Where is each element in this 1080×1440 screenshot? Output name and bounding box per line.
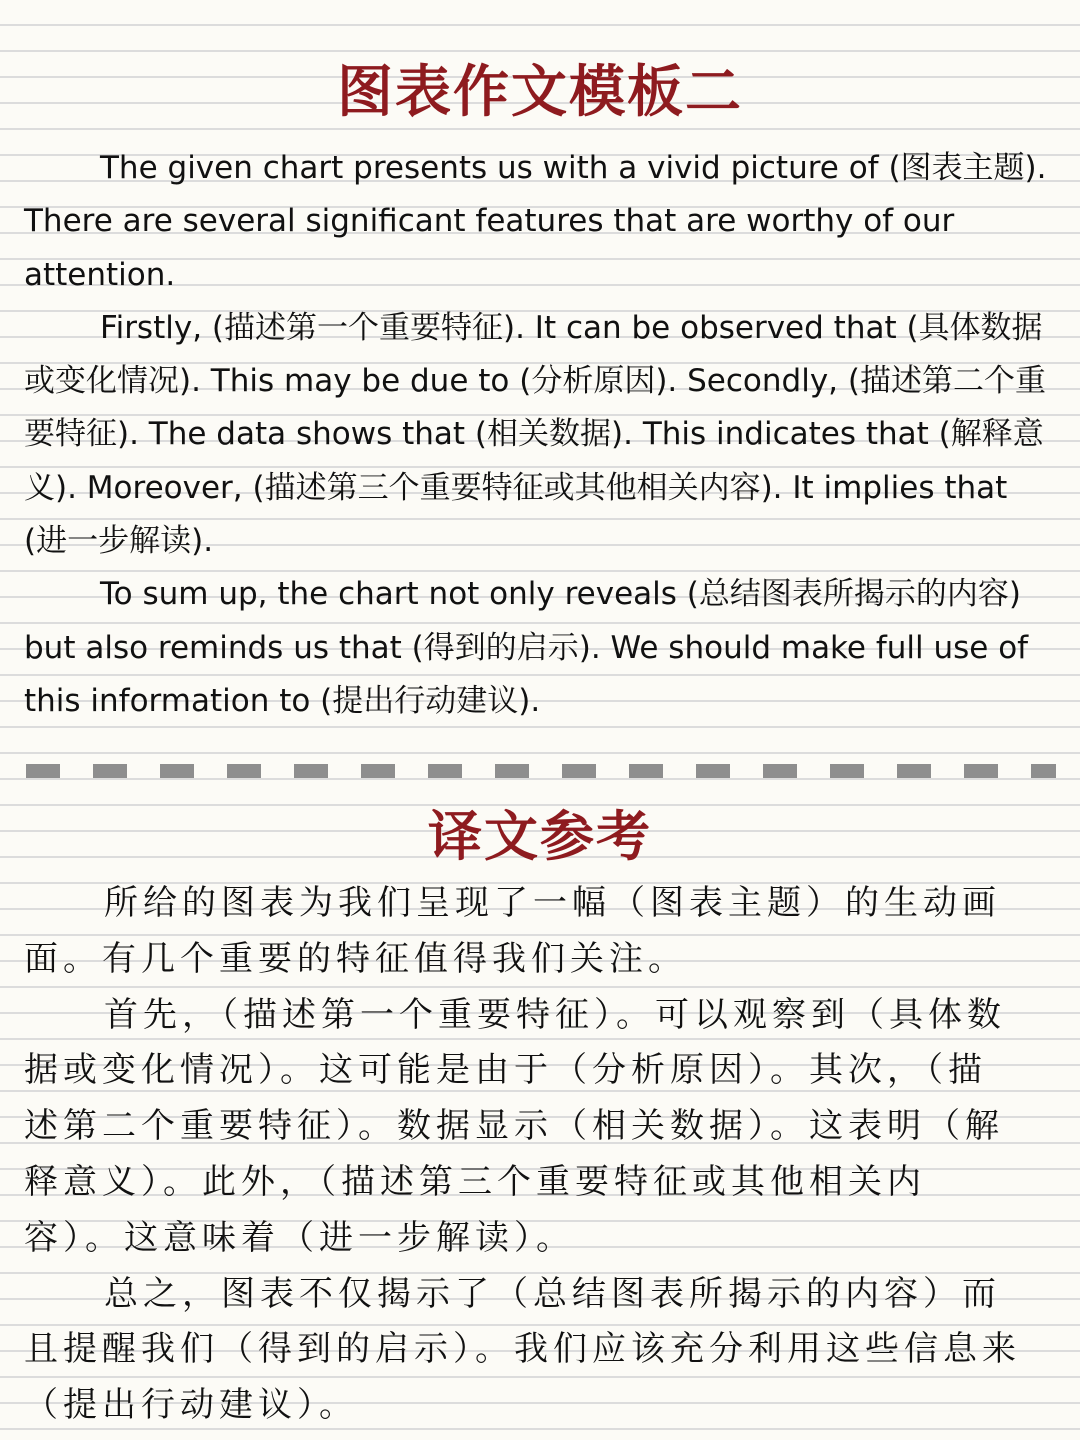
page-title: 图表作文模板二: [337, 59, 743, 125]
chinese-paragraph-body: 首先，（描述第一个重要特征）。可以观察到（具体数据或变化情况）。这可能是由于（分析原因）。其次，（描述第二个重要特征）。数据显示（相关数据）。这表明（解释意义）。此外，（描述第三个重要特征或其他相关内容）。这意味着（进一步解读）。: [24, 994, 1006, 1258]
english-paragraph-intro: The given chart presents us with a vivid picture of (图表主题). There are several significant features that are worthy of our attention.: [24, 150, 1047, 293]
chinese-paragraph-conclusion: 总之，图表不仅揭示了（总结图表所揭示的内容）而且提醒我们（得到的启示）。我们应该充分利用这些信息来（提出行动建议）。: [24, 1273, 1021, 1426]
english-template: [24, 142, 1054, 728]
chinese-paragraph-intro: 所给的图表为我们呈现了一幅（图表主题）的生动画面。有几个重要的特征值得我们关注。: [24, 883, 1001, 979]
dashed-divider: [26, 764, 1056, 778]
translation-heading: 译文参考: [428, 804, 652, 868]
english-paragraph-body: Firstly, (描述第一个重要特征). It can be observed that (具体数据或变化情况). This may be due to (分析原因). Secondly, (描述第二个重要特征). The data shows that (相关数据). This indicates that (解释意义). Moreover, (描述第三个重要特征或其他相关内容). It implies that (进一步解读).: [24, 309, 1046, 560]
chinese-translation: [24, 876, 1024, 1434]
english-paragraph-conclusion: To sum up, the chart not only reveals (总结图表所揭示的内容) but also reminds us that (得到的启示). We should make full use of this information to (提出行动建议).: [24, 576, 1029, 719]
